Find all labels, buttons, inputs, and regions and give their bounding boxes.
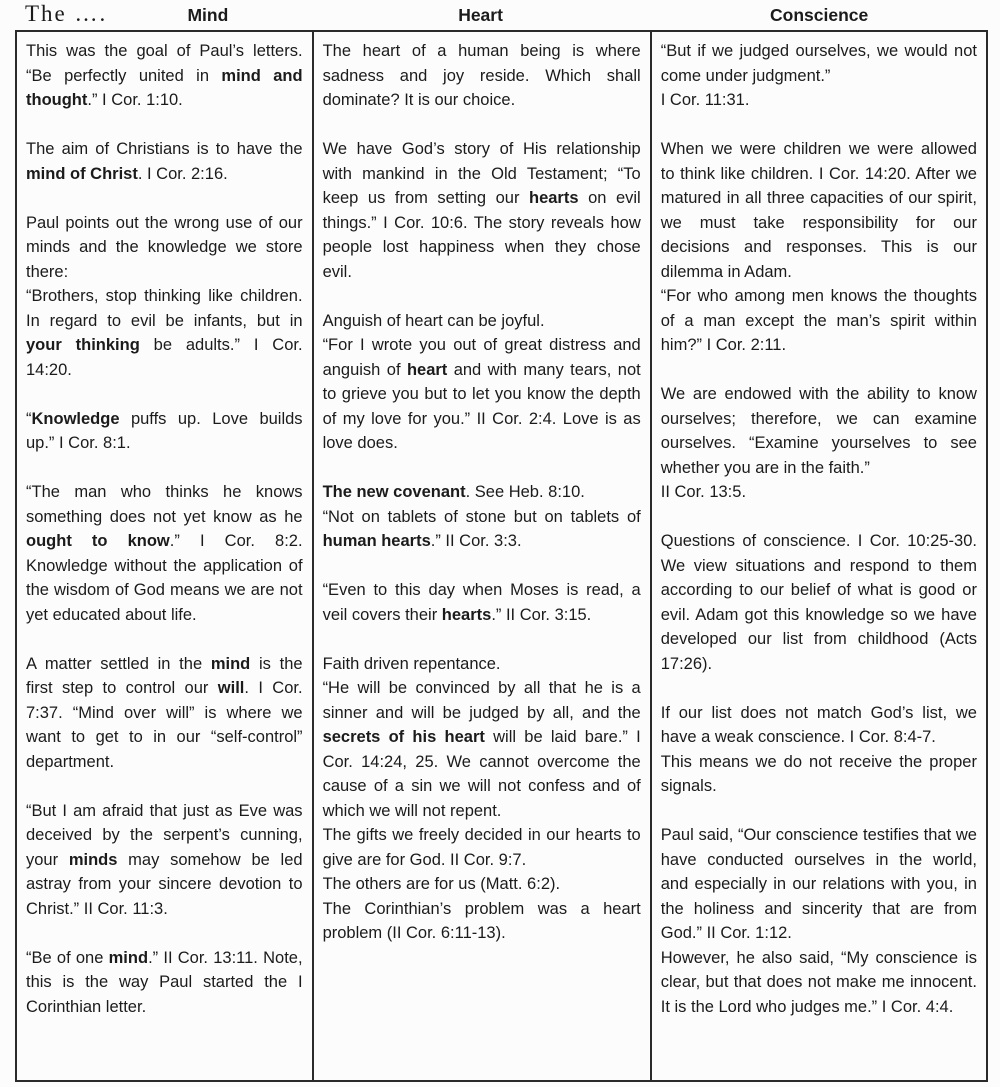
paragraph: “For I wrote you out of great distress and anguish of heart and with many tears, not to grieve you but to let you know the depth of my love for you.” II Cor. 2:4. Love is as love does. [322, 336, 641, 452]
paragraph: “But I am afraid that just as Eve was deceived by the serpent’s cunning, your minds may somehow be led astray from your sincere devotion to Christ.” II Cor. 11:3. [26, 801, 303, 918]
paragraph: Paul points out the wrong use of our minds and the knowledge we store there: [26, 213, 303, 281]
paragraph: “Knowledge puffs up. Love builds up.” I Cor. 8:1. [26, 409, 303, 452]
paragraph: “Be of one mind.” II Cor. 13:11. Note, this is the way Paul started the I Corinthian letter. [26, 948, 303, 1016]
paragraph: If our list does not match God’s list, we have a weak conscience. I Cor. 8:4-7. [660, 703, 977, 746]
column-header-heart: Heart [458, 5, 503, 25]
paragraph: Paul said, “Our conscience testifies that we have conducted ourselves in the world, and especially in our relations with you, in the holiness and sincerity that are from God.” II Cor. 1:12. [660, 826, 977, 942]
paragraph: Questions of conscience. I Cor. 10:25-30. We view situations and respond to them according to our belief of what is good or evil. Adam got this knowledge so we have developed our list from childhood (Acts 17:26). [660, 532, 977, 673]
paragraph: The aim of Christians is to have the mind of Christ. I Cor. 2:16. [26, 140, 303, 183]
paragraph: “Not on tablets of stone but on tablets of human hearts.” II Cor. 3:3. [322, 507, 641, 550]
title-prefix: The …. [25, 1, 108, 26]
paragraph: “Brothers, stop thinking like children. In regard to evil be infants, but in your thinking be adults.” I Cor. 14:20. [26, 287, 303, 379]
paragraph: We are endowed with the ability to know ourselves; therefore, we can examine ourselves. “Examine yourselves to see whether you are in the faith.” [660, 385, 977, 477]
paragraph: When we were children we were allowed to think like children. I Cor. 14:20. After we matured in all three capacities of our spirit, we must take responsibility for our decisions and responses. This is our dilemma in Adam. [660, 140, 977, 281]
column-conscience [650, 32, 986, 1080]
paragraph: We have God’s story of His relationship with mankind in the Old Testament; “To keep us from setting our hearts on evil things.” I Cor. 10:6. The story reveals how people lost happiness when they chose evil. [322, 140, 641, 281]
column-mind [17, 32, 312, 1080]
column-header-conscience: Conscience [770, 5, 869, 25]
paragraph: “Even to this day when Moses is read, a veil covers their hearts.” II Cor. 3:15. [322, 581, 641, 624]
paragraph: The Corinthian’s problem was a heart problem (II Cor. 6:11-13). [322, 899, 641, 942]
paragraph: This was the goal of Paul’s letters. “Be perfectly united in mind and thought.” I Cor. 1:10. [26, 42, 303, 109]
column-heart [312, 32, 650, 1080]
paragraph: “The man who thinks he knows something does not yet know as he ought to know.” I Cor. 8:2. Knowledge without the application of the wisdom of God means we are not yet educated about life. [26, 483, 303, 624]
paragraph: However, he also said, “My conscience is clear, but that does not make me innocent. It is the Lord who judges me.” I Cor. 4:4. [660, 948, 977, 1016]
paragraph: This means we do not receive the proper signals. [660, 752, 977, 795]
paragraph: The heart of a human being is where sadness and joy reside. Which shall dominate? It is our choice. [322, 42, 641, 109]
three-column-table [15, 30, 988, 1082]
paragraph: A matter settled in the mind is the first step to control our will. I Cor. 7:37. “Mind over will” is where we want to get to in our “self-control” department. [26, 654, 303, 771]
paragraph: The others are for us (Matt. 6:2). [322, 875, 561, 893]
table-header [15, 0, 988, 30]
paragraph: II Cor. 13:5. [660, 483, 747, 501]
paragraph: “For who among men knows the thoughts of a man except the man’s spirit within him?” I Cor. 2:11. [660, 287, 977, 354]
paragraph: The new covenant. See Heb. 8:10. [322, 483, 585, 501]
paragraph: I Cor. 11:31. [660, 91, 750, 109]
paragraph: “But if we judged ourselves, we would not come under judgment.” [660, 42, 977, 85]
paragraph: Faith driven repentance. [322, 654, 501, 673]
paragraph: Anguish of heart can be joyful. [322, 311, 545, 330]
paragraph: “He will be convinced by all that he is a sinner and will be judged by all, and the secrets of his heart will be laid bare.” I Cor. 14:24, 25. We cannot overcome the cause of a sin we will not confess and of which we will not repent. [322, 679, 641, 820]
column-header-mind: Mind [187, 5, 229, 25]
paragraph: The gifts we freely decided in our hearts to give are for God. II Cor. 9:7. [322, 826, 641, 869]
